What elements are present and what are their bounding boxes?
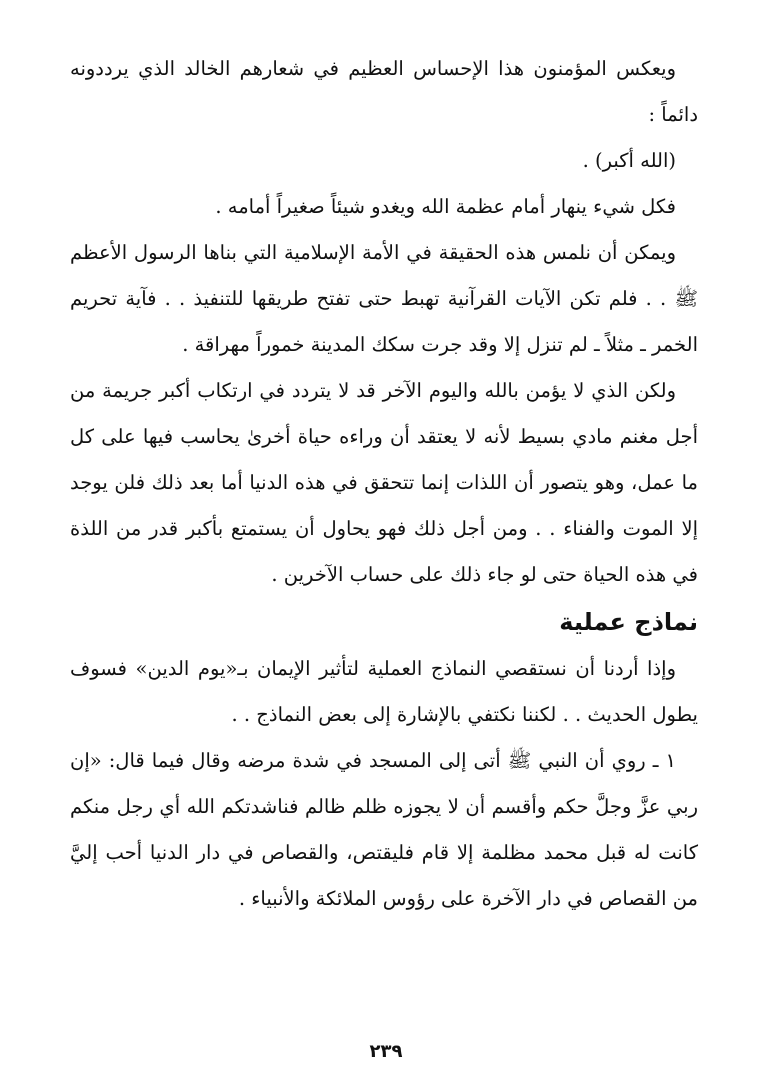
paragraph-everything-collapses: فكل شيء ينهار أمام عظمة الله ويغدو شيئاً صغيراً أمامه . — [215, 195, 676, 218]
paragraph-practical-examples: وإذا أردنا أن نستقصي النماذج العملية لتأثير الإيمان بـ«يوم الدين» فسوف يطول الحديث . . لكننا نكتفي بالإشارة إلى بعض النماذج . . — [70, 657, 698, 726]
page-number: ٢٣٩ — [369, 1041, 403, 1062]
page-body — [70, 46, 698, 1044]
paragraph-non-believer: ولكن الذي لا يؤمن بالله واليوم الآخر قد لا يتردد في ارتكاب أكبر جريمة من أجل مغنم مادي بسيط لأنه لا يعتقد أن وراءه حياة أخرىٰ يحاسب فيها على كل ما عمل، وهو يتصور أن اللذات إنما تتحقق في هذه الدنيا أما بعد ذلك فلن يوجد إلا الموت والفناء . . ومن أجل ذلك فهو يحاول أن يستمتع بأكبر قدر من اللذة في هذه الحياة حتى لو جاء ذلك على حساب الآخرين . — [70, 379, 698, 586]
paragraph-example-one: ١ ـ روي أن النبي ﷺ أتى إلى المسجد في شدة مرضه وقال فيما قال: «إن ربي عزَّ وجلَّ حكم وأقسم أن لا يجوزه ظلم ظالم فناشدتكم الله أي رجل منكم كانت له قبل محمد مظلمة إلا قام فليقتص، والقصاص في دار الدنيا أحب إليَّ من القصاص في دار الآخرة على رؤوس الملائكة والأنبياء . — [70, 749, 698, 910]
paragraph-allahu-akbar: (الله أكبر) . — [582, 149, 676, 172]
section-heading: نماذج عملية — [559, 608, 698, 636]
paragraph-islamic-nation: ويمكن أن نلمس هذه الحقيقة في الأمة الإسلامية التي بناها الرسول الأعظم ﷺ . . فلم تكن الآيات القرآنية تهبط حتى تفتح طريقها للتنفيذ . . فآية تحريم الخمر ـ مثلاً ـ لم تنزل إلا وقد جرت سكك المدينة خموراً مهراقة . — [70, 241, 698, 356]
paragraph-slogan: ويعكس المؤمنون هذا الإحساس العظيم في شعارهم الخالد الذي يرددونه دائماً : — [70, 57, 698, 126]
